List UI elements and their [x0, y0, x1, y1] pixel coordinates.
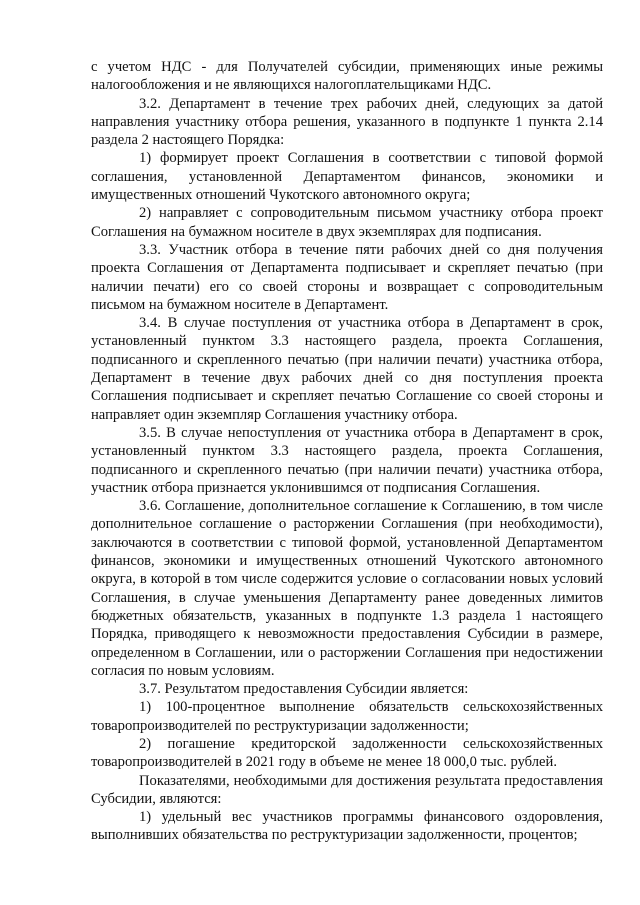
paragraph-3-7: 3.7. Результатом предоставления Субсидии является: [139, 681, 469, 698]
paragraph-3-2-item-2: 2) направляет с сопроводительным письмом участнику отбора проект Соглашения на бумажном носителе в двух экземплярах для подписания. [91, 205, 603, 240]
paragraph-3-2: 3.2. Департамент в течение трех рабочих дней, следующих за датой направления участнику отбора решения, указанного в подпункте 1 пункта 2.14 раздела 2 настоящего Порядка: [91, 95, 603, 149]
paragraph-3-7-item-2: 2) погашение кредиторской задолженности сельскохозяйственных товаропроизводителей в 2021 году в объеме не менее 18 000,0 тыс. рублей. [91, 735, 603, 771]
paragraph-3-4: 3.4. В случае поступления от участника отбора в Департамент в срок, установленный пунктом 3.3 настоящего раздела, проекта Соглашения, подписанного и скрепленного печатью (при наличии печати) участника отбора, Департамент в течение двух рабочих дней со дня поступления проекта Соглашения подписывает и скрепляет печатью Соглашение со своей стороны и направляет один экземпляр Соглашения участнику отбора. [91, 315, 603, 423]
paragraph-3-5: 3.5. В случае непоступления от участника отбора в Департамент в срок, установленный пунктом 3.3 настоящего раздела, проекта Соглашения, подписанного и скрепленного печатью (при наличии печати) участника отбора, участник отбора признается уклонившимся от подписания Соглашения. [91, 424, 603, 496]
paragraph-3-7-item-1: 1) 100-процентное выполнение обязательств сельскохозяйственных товаропроизводителей по реструктуризации задолженности; [91, 699, 603, 734]
document-page [91, 58, 603, 845]
paragraph-3-2-item-1: 1) формирует проект Соглашения в соответствии с типовой формой соглашения, установленной Департаментом финансов, экономики и имущественных отношений Чукотского автономного округа; [91, 150, 603, 204]
paragraph-indicators-item-1: 1) удельный вес участников программы финансового оздоровления, выполнивших обязательства по реструктуризации задолженности, процентов; [91, 809, 603, 844]
paragraph-indicators: Показателями, необходимыми для достижения результата предоставления Субсидии, являются: [91, 772, 603, 807]
paragraph-3-6: 3.6. Соглашение, дополнительное соглашение к Соглашению, в том числе дополнительное соглашение о расторжении Соглашения (при необходимости), заключаются в соответствии с типовой формой, установленной Департаментом финансов, экономики и имущественных отношений Чукотского автономного округа, в которой в том числе содержится условие о согласовании новых условий Соглашения, в случае уменьшения Департаменту ранее доведенных лимитов бюджетных обязательств, указанных в подпункте 1.3 раздела 1 настоящего Порядка, приводящего к невозможности предоставления Субсидии в размере, определенном в Соглашении, или о расторжении Соглашения при недостижении согласия по новым условиям. [91, 498, 603, 679]
paragraph-3-3: 3.3. Участник отбора в течение пяти рабочих дней со дня получения проекта Соглашения от Департамента подписывает и скрепляет печатью (при наличии печати) его со своей стороны и возвращает с сопроводительным письмом на бумажном носителе в Департамент. [91, 241, 603, 313]
paragraph-vat-continuation: с учетом НДС - для Получателей субсидии, применяющих иные режимы налогообложения и не являющихся налогоплательщиками НДС. [91, 59, 603, 94]
